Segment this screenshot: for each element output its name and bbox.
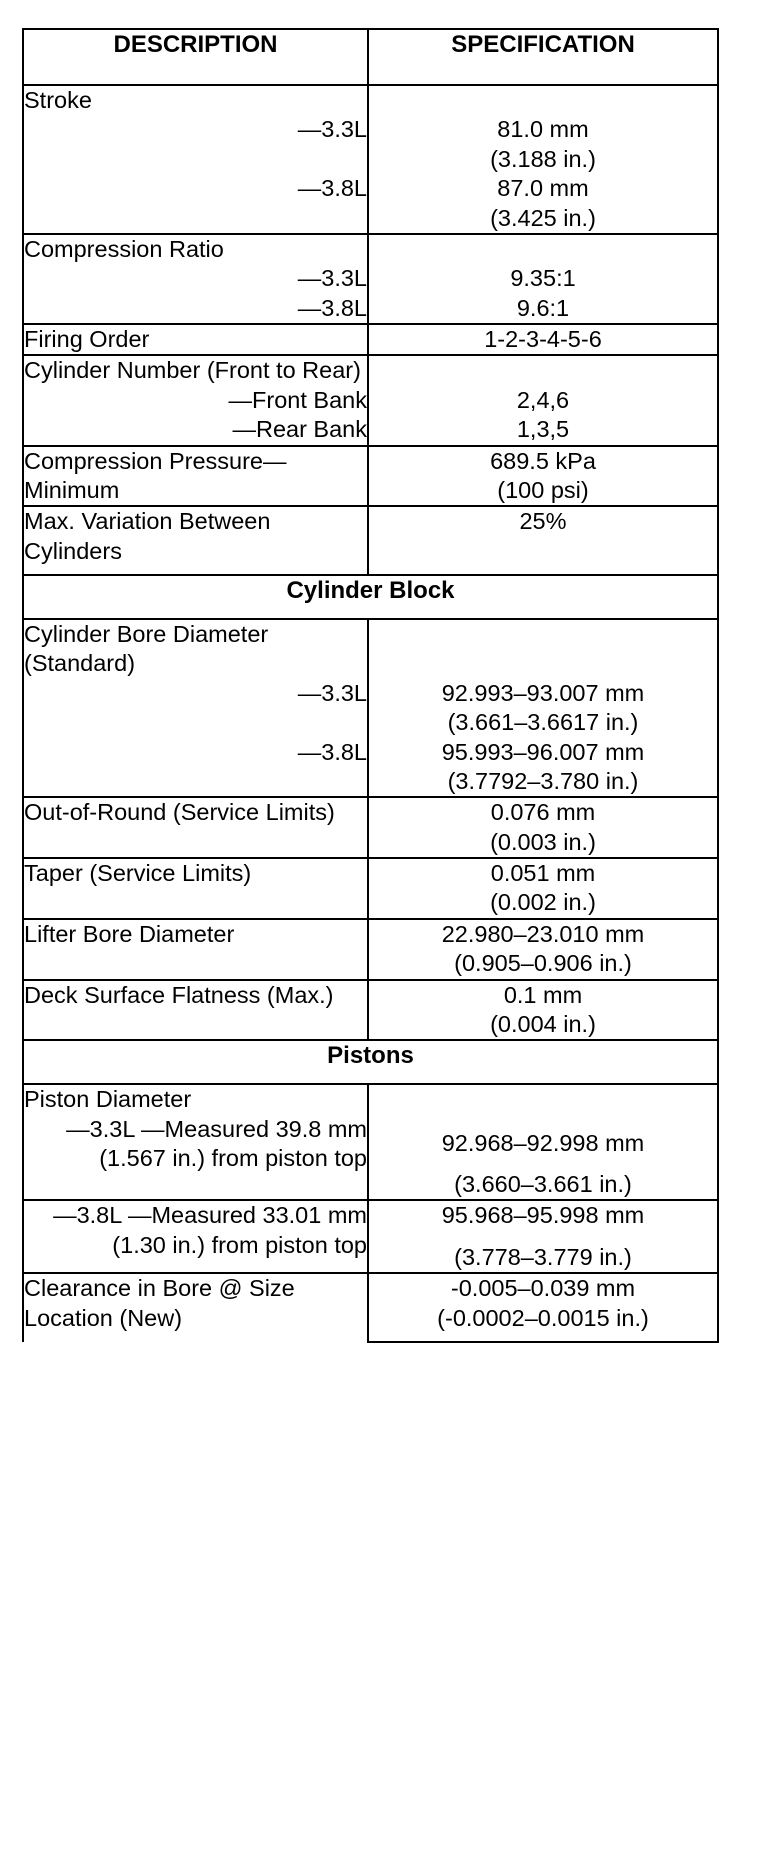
piston-33-label: —3.3L —Measured 39.8 mm (1.567 in.) from piston top [23, 1115, 368, 1201]
section-pistons: Pistons [23, 1040, 718, 1084]
rear-bank-value: 1,3,5 [368, 415, 718, 445]
table-row [23, 145, 718, 174]
stroke-33-in: (3.188 in.) [368, 145, 718, 174]
table-row [23, 294, 718, 324]
bore-38-mm: 95.993–96.007 mm [368, 738, 718, 767]
table-row [23, 234, 718, 264]
taper-label: Taper (Service Limits) [23, 858, 368, 919]
stroke-33-label: —3.3L [23, 115, 368, 144]
table-row [23, 174, 718, 203]
front-bank-value: 2,4,6 [368, 386, 718, 415]
taper-imperial: (0.002 in.) [368, 888, 718, 918]
section-row [23, 575, 718, 619]
firing-order-label: Firing Order [23, 324, 368, 355]
compression-ratio-38-value: 9.6:1 [368, 294, 718, 324]
specification-table [22, 28, 719, 1343]
stroke-38-in: (3.425 in.) [368, 204, 718, 234]
table-row [23, 415, 718, 445]
section-cylinder-block: Cylinder Block [23, 575, 718, 619]
compression-ratio-33-value: 9.35:1 [368, 264, 718, 293]
compression-ratio-label: Compression Ratio [23, 234, 368, 264]
compression-ratio-38-label: —3.8L [23, 294, 368, 324]
stroke-label: Stroke [23, 85, 368, 115]
bore-33-mm: 92.993–93.007 mm [368, 679, 718, 708]
table-row [23, 919, 718, 949]
compression-pressure-metric: 689.5 kPa [368, 446, 718, 476]
table-header-row [23, 29, 718, 85]
header-description: DESCRIPTION [23, 29, 368, 85]
table-row [23, 1084, 718, 1114]
cylinder-number-label: Cylinder Number (Front to Rear) [23, 355, 368, 385]
bore-diameter-label: Cylinder Bore Diameter (Standard) [23, 619, 368, 679]
table-row [23, 324, 718, 355]
stroke-38-label: —3.8L [23, 174, 368, 203]
table-row [23, 386, 718, 415]
piston-38-in: (3.778–3.779 in.) [368, 1231, 718, 1273]
rear-bank-label: —Rear Bank [23, 415, 368, 445]
max-variation-value: 25% [368, 506, 718, 575]
table-row [23, 506, 718, 575]
piston-33-mm: 92.968–92.998 mm [368, 1115, 718, 1158]
out-of-round-metric: 0.076 mm [368, 797, 718, 827]
taper-metric: 0.051 mm [368, 858, 718, 888]
bore-33-label: —3.3L [23, 679, 368, 708]
table-row [23, 1200, 718, 1230]
bore-33-in: (3.661–3.6617 in.) [368, 708, 718, 737]
out-of-round-label: Out-of-Round (Service Limits) [23, 797, 368, 858]
compression-ratio-33-label: —3.3L [23, 264, 368, 293]
header-specification: SPECIFICATION [368, 29, 718, 85]
deck-flatness-label: Deck Surface Flatness (Max.) [23, 980, 368, 1041]
piston-38-label: —3.8L —Measured 33.01 mm (1.30 in.) from piston top [23, 1200, 368, 1273]
table-row [23, 85, 718, 115]
clearance-imperial: (-0.0002–0.0015 in.) [368, 1304, 718, 1342]
lifter-bore-imperial: (0.905–0.906 in.) [368, 949, 718, 979]
firing-order-value: 1-2-3-4-5-6 [368, 324, 718, 355]
piston-diameter-label: Piston Diameter [23, 1084, 368, 1114]
table-row [23, 1273, 718, 1303]
table-row [23, 679, 718, 708]
compression-pressure-imperial: (100 psi) [368, 476, 718, 506]
table-row [23, 264, 718, 293]
lifter-bore-metric: 22.980–23.010 mm [368, 919, 718, 949]
table-row [23, 619, 718, 679]
bore-38-in: (3.7792–3.780 in.) [368, 767, 718, 797]
stroke-33-mm: 81.0 mm [368, 115, 718, 144]
section-row [23, 1040, 718, 1084]
table-row [23, 1115, 718, 1158]
clearance-label: Clearance in Bore @ Size Location (New) [23, 1273, 368, 1342]
table-row [23, 355, 718, 385]
table-row [23, 797, 718, 827]
deck-flatness-imperial: (0.004 in.) [368, 1010, 718, 1040]
table-row [23, 204, 718, 234]
table-row [23, 738, 718, 767]
front-bank-label: —Front Bank [23, 386, 368, 415]
bore-38-label: —3.8L [23, 738, 368, 767]
clearance-metric: -0.005–0.039 mm [368, 1273, 718, 1303]
max-variation-label: Max. Variation Between Cylinders [23, 506, 368, 575]
stroke-38-mm: 87.0 mm [368, 174, 718, 203]
table-row [23, 708, 718, 737]
piston-33-in: (3.660–3.661 in.) [368, 1158, 718, 1200]
table-row [23, 980, 718, 1010]
compression-pressure-label: Compression Pressure—Minimum [23, 446, 368, 507]
table-row [23, 767, 718, 797]
table-row [23, 446, 718, 476]
table-row [23, 858, 718, 888]
piston-38-mm: 95.968–95.998 mm [368, 1200, 718, 1230]
lifter-bore-label: Lifter Bore Diameter [23, 919, 368, 980]
table-row [23, 115, 718, 144]
out-of-round-imperial: (0.003 in.) [368, 828, 718, 858]
deck-flatness-metric: 0.1 mm [368, 980, 718, 1010]
